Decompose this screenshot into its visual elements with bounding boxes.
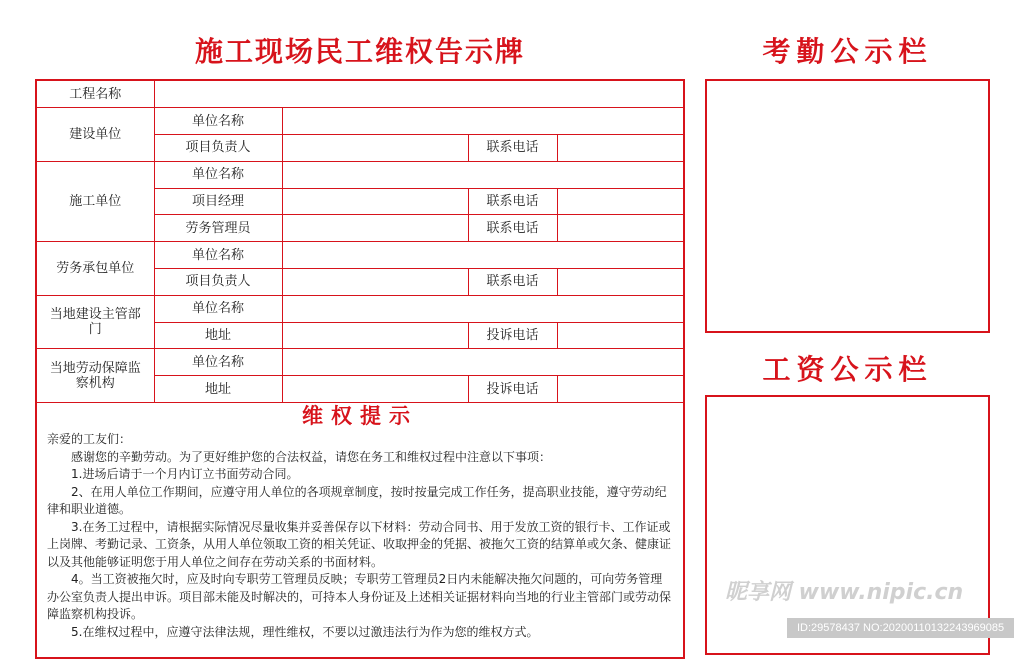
- group-label: 当地劳动保障监察机构: [37, 349, 154, 403]
- watermark: 昵享网 www.nipic.cn: [725, 580, 964, 605]
- table-row: [37, 81, 683, 108]
- contact-label: 联系电话: [468, 215, 557, 242]
- contact-value: [557, 269, 683, 296]
- contact-value: [557, 188, 683, 215]
- group-label: 当地建设主管部门: [37, 295, 154, 349]
- project-name-value: [154, 81, 683, 108]
- field-label: 劳务管理员: [154, 215, 282, 242]
- field-label: 单位名称: [154, 161, 282, 188]
- contact-value: [557, 135, 683, 162]
- notice-greeting: 亲爱的工友们：: [47, 432, 132, 446]
- notice-paragraph: 5.在维权过程中，应遵守法律法规，理性维权，不要以过激违法行为作为您的维权方式。: [71, 624, 539, 639]
- field-value: [282, 108, 683, 135]
- notice-paragraph: 感谢您的辛勤劳动。为了更好维护您的合法权益，请您在务工和维权过程中注意以下事项：: [71, 449, 552, 464]
- field-label: 地址: [154, 376, 282, 403]
- field-label: 单位名称: [154, 349, 282, 376]
- group-label: 劳务承包单位: [37, 242, 154, 296]
- field-label: 项目经理: [154, 188, 282, 215]
- field-label: 单位名称: [154, 295, 282, 322]
- field-value: [282, 188, 468, 215]
- notice-paragraph: 3.在务工过程中，请根据实际情况尽量收集并妥善保存以下材料：劳动合同书、用于发放工资的银行卡、工作证或上岗牌、考勤记录、工资条，从用人单位领取工资的相关凭证、收取押金的凭据、被拖欠工资的结算单或欠条、健康证以及其他能够证明您于用人单位之间存在劳动关系的书面材料。: [47, 519, 672, 569]
- contact-label: 联系电话: [468, 269, 557, 296]
- field-value: [282, 161, 683, 188]
- field-label: 地址: [154, 322, 282, 349]
- field-value: [282, 269, 468, 296]
- id-bar: ID:29578437 NO:20200110132243969085: [787, 618, 1014, 638]
- field-label: 单位名称: [154, 108, 282, 135]
- field-label: 项目负责人: [154, 135, 282, 162]
- table-row: [37, 349, 683, 376]
- info-table: [37, 81, 683, 403]
- notice-paragraph: 1.进场后请于一个月内订立书面劳动合同。: [71, 467, 299, 481]
- attendance-title: 考勤公示栏: [762, 35, 933, 68]
- field-value: [282, 215, 468, 242]
- notice-title: 维权提示: [302, 404, 418, 428]
- info-panel: [35, 79, 685, 659]
- group-label: 施工单位: [37, 161, 154, 241]
- field-value: [282, 376, 468, 403]
- wage-title: 工资公示栏: [762, 353, 933, 386]
- group-label: 建设单位: [37, 108, 154, 162]
- contact-label: 联系电话: [468, 135, 557, 162]
- contact-value: [557, 215, 683, 242]
- field-value: [282, 295, 683, 322]
- field-value: [282, 349, 683, 376]
- contact-value: [557, 322, 683, 349]
- field-value: [282, 322, 468, 349]
- attendance-board: [705, 79, 990, 333]
- contact-label: 投诉电话: [468, 322, 557, 349]
- field-value: [282, 135, 468, 162]
- table-row: [37, 161, 683, 188]
- field-label: 单位名称: [154, 242, 282, 269]
- field-label: 项目负责人: [154, 269, 282, 296]
- table-row: [37, 108, 683, 135]
- contact-label: 投诉电话: [468, 376, 557, 403]
- contact-label: 联系电话: [468, 188, 557, 215]
- table-row: [37, 242, 683, 269]
- notice-text: [47, 431, 672, 641]
- project-name-label: 工程名称: [37, 81, 154, 108]
- notice-paragraph: 2、在用人单位工作期间，应遵守用人单位的各项规章制度，按时按量完成工作任务，提高职业技能，遵守劳动纪律和职业道德。: [47, 484, 667, 516]
- contact-value: [557, 376, 683, 403]
- field-value: [282, 242, 683, 269]
- main-title: 施工现场民工维权告示牌: [194, 35, 525, 68]
- notice-paragraph: 4。当工资被拖欠时，应及时向专职劳工管理员反映；专职劳工管理员2日内未能解决拖欠问题的，可向劳务管理办公室负责人提出申诉。项目部未能及时解决的，可持本人身份证及上述相关证据材料向当地的行业主管部门或劳动保障监察机构投诉。: [47, 572, 672, 621]
- table-row: [37, 295, 683, 322]
- wage-board: [705, 395, 990, 655]
